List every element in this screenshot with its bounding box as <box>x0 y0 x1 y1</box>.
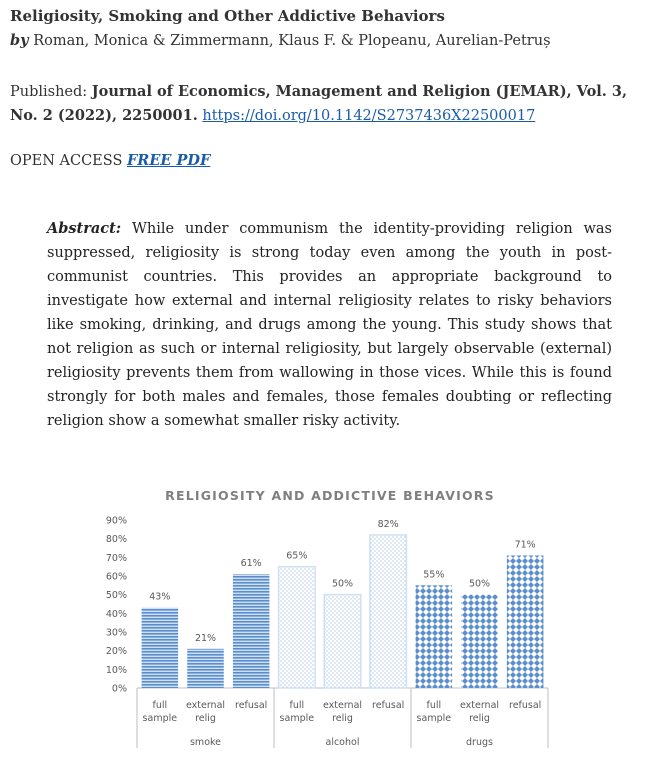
group-label: alcohol <box>325 737 360 748</box>
data-label: 21% <box>194 632 217 644</box>
by-label: by <box>10 32 29 49</box>
data-label: 43% <box>149 591 171 603</box>
y-tick-label: 30% <box>105 627 127 639</box>
group-label: smoke <box>189 737 222 748</box>
x-tick-label: refusal <box>235 700 268 711</box>
y-tick-label: 90% <box>105 515 127 527</box>
abstract <box>47 217 612 433</box>
paper-authors <box>10 32 551 49</box>
x-tick-label: refusal <box>509 700 542 711</box>
y-tick-label: 70% <box>105 552 127 564</box>
data-label: 61% <box>240 558 262 570</box>
x-tick-label: full <box>426 700 442 711</box>
x-tick-label: sample <box>142 713 178 724</box>
y-tick-label: 80% <box>105 534 127 546</box>
y-tick-label: 0% <box>111 683 127 695</box>
abstract-text: While under communism the identity-providing religion was suppressed, religiosity is strong today even among the youth in post-communist countries. This provides an appropriate background to investigate how external and internal religiosity relates to risky behaviors like smoking, drinking, and drugs among the young. This study shows that not religion as such or internal religiosity, but largely observable (external) religiosity prevents them from wallowing in those vices. While this is found strongly for both males and females, those females doubting or reflecting religion show a somewhat smaller risky activity. <box>47 221 613 429</box>
chart-title: RELIGIOSITY AND ADDICTIVE BEHAVIORS <box>165 488 495 503</box>
paper-title: Religiosity, Smoking and Other Addictive Behaviors <box>10 7 445 25</box>
abstract-label: Abstract: <box>47 220 122 237</box>
x-tick-label: relig <box>195 713 216 724</box>
publication-info <box>10 80 640 128</box>
bar-drugs-2 <box>507 555 544 688</box>
x-tick-label: relig <box>332 713 353 724</box>
journal-citation: Journal of Economics, Management and Religion (JEMAR), Vol. 3, No. 2 (2022), 2250001. <box>10 83 628 124</box>
bar-alcohol-2 <box>370 535 407 688</box>
author-list: Roman, Monica & Zimmermann, Klaus F. & Plopeanu, Aurelian-Petruș <box>33 33 551 49</box>
doi-link[interactable]: https://doi.org/10.1142/S2737436X22500017 <box>202 108 536 124</box>
y-tick-label: 10% <box>105 664 127 676</box>
x-tick-label: full <box>289 700 305 711</box>
bar-smoke-2 <box>233 574 270 688</box>
bar-alcohol-1 <box>324 595 361 688</box>
bar-smoke-0 <box>142 608 179 688</box>
data-label: 55% <box>423 569 445 581</box>
y-tick-label: 20% <box>105 646 127 658</box>
open-access-label: OPEN ACCESS <box>10 153 123 169</box>
addictive-behaviors-chart <box>0 468 658 758</box>
data-label: 65% <box>286 550 308 562</box>
data-label: 71% <box>514 539 536 551</box>
data-label: 82% <box>377 518 399 530</box>
bar-drugs-1 <box>461 595 498 688</box>
y-tick-label: 60% <box>105 571 127 583</box>
x-tick-label: external <box>459 700 500 711</box>
x-tick-label: refusal <box>372 700 405 711</box>
bar-drugs-0 <box>416 585 453 688</box>
x-tick-label: relig <box>469 713 490 724</box>
data-label: 50% <box>331 578 354 590</box>
bar-smoke-1 <box>187 649 224 688</box>
free-pdf-link[interactable]: FREE PDF <box>127 152 211 169</box>
y-tick-label: 50% <box>105 590 127 602</box>
open-access-line <box>10 152 210 169</box>
x-tick-label: sample <box>279 713 315 724</box>
x-tick-label: sample <box>416 713 452 724</box>
y-tick-label: 40% <box>105 608 127 620</box>
published-label: Published: <box>10 84 88 100</box>
bar-alcohol-0 <box>279 567 316 688</box>
data-label: 50% <box>468 578 491 590</box>
x-tick-label: external <box>185 700 226 711</box>
x-tick-label: external <box>322 700 363 711</box>
group-label: drugs <box>466 737 493 748</box>
x-tick-label: full <box>152 700 168 711</box>
